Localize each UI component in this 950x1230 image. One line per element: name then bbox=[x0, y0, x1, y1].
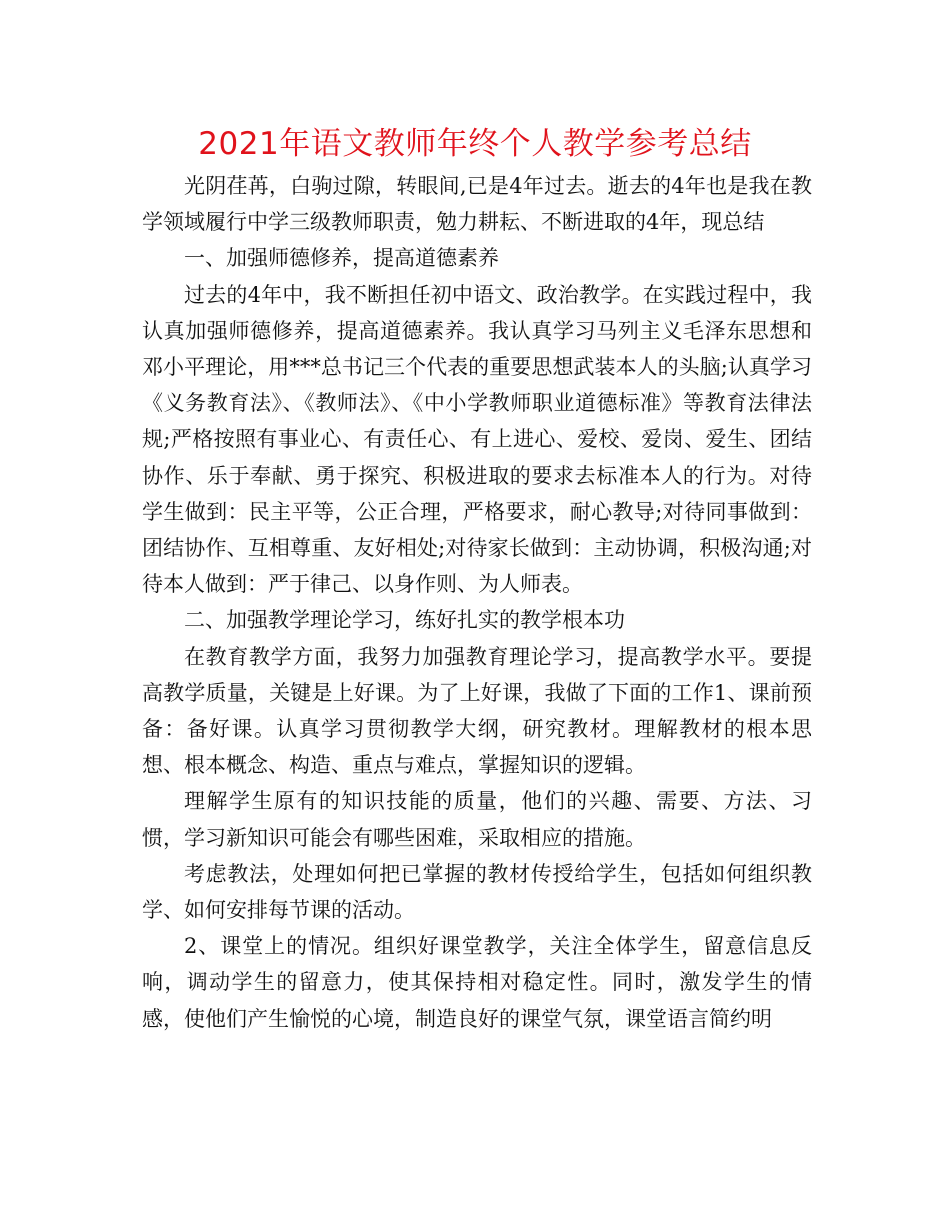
paragraph-teaching: 在教育教学方面，我努力加强教育理论学习，提高教学水平。要提高教学质量，关键是上好课。为了上好课，我做了下面的工作1、课前预备：备好课。认真学习贯彻教学大纲，研究教材。理解教材的根本思想、根本概念、构造、重点与难点，掌握知识的逻辑。 bbox=[142, 644, 812, 778]
paragraph-ethics: 过去的4年中，我不断担任初中语文、政治教学。在实践过程中，我认真加强师德修养，提高道德素养。我认真学习马列主义毛泽东思想和邓小平理论，用***总书记三个代表的重要思想武装本人的头脑;认真学习《义务教育法》、《教师法》、《中小学教师职业道德标准》等教育法律法规;严格按照有事业心、有责任心、有上进心、爱校、爱岗、爱生、团结协作、乐于奉献、勇于探究、积极进取的要求去标准本人的行为。对待学生做到：民主平等，公正合理，严格要求，耐心教导;对待同事做到：团结协作、互相尊重、友好相处;对待家长做到：主动协调，积极沟通;对待本人做到：严于律己、以身作则、为人师表。 bbox=[142, 282, 812, 597]
paragraph-intro: 光阴荏苒，白驹过隙，转眼间,已是4年过去。逝去的4年也是我在教学领域履行中学三级教师职责，勉力耕耘、不断进取的4年，现总结 bbox=[142, 174, 812, 235]
document-title: 2021年语文教师年终个人教学参考总结 bbox=[198, 126, 752, 162]
section-heading-2: 二、加强教学理论学习，练好扎实的教学根本功 bbox=[184, 608, 625, 633]
paragraph-students: 理解学生原有的知识技能的质量，他们的兴趣、需要、方法、习惯，学习新知识可能会有哪些困难，采取相应的措施。 bbox=[142, 789, 812, 850]
section-heading-1: 一、加强师德修养，提高道德素养 bbox=[184, 246, 499, 271]
paragraph-methods: 考虑教法，处理如何把已掌握的教材传授给学生，包括如何组织教学、如何安排每节课的活动。 bbox=[142, 861, 812, 923]
paragraph-classroom: 2、课堂上的情况。组织好课堂教学，关注全体学生，留意信息反响，调动学生的留意力，使其保持相对稳定性。同时，激发学生的情感，使他们产生愉悦的心境，制造良好的课堂气氛，课堂语言简约明 bbox=[142, 934, 812, 1031]
document-body bbox=[142, 168, 812, 1037]
